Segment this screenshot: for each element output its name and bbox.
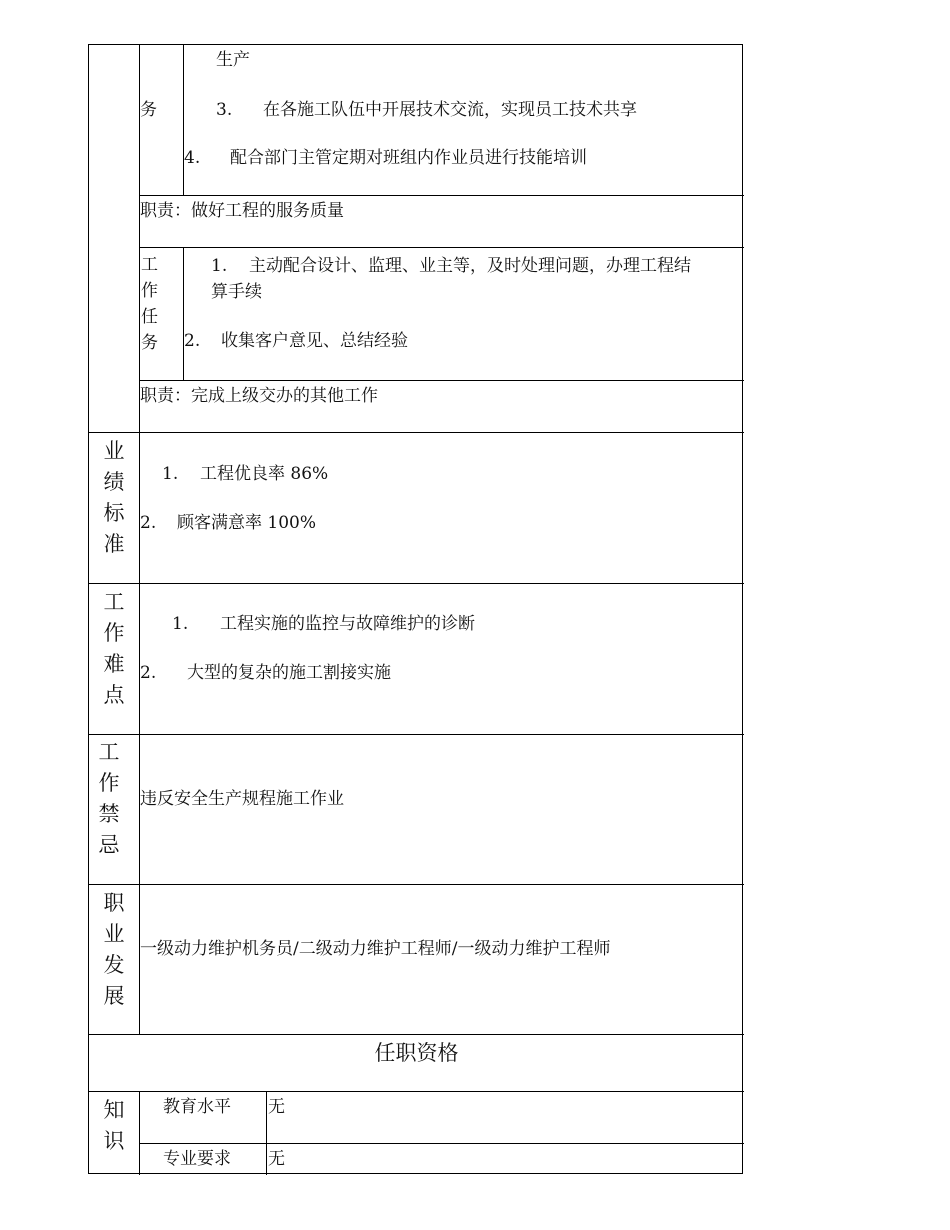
- row-divider: [89, 1091, 744, 1092]
- difficulty-label: [94, 587, 134, 711]
- label-char: 忌: [98, 833, 120, 857]
- label-char: 难: [103, 652, 125, 676]
- task-side-label: 务: [140, 100, 157, 120]
- performance-label: [94, 436, 134, 560]
- knowledge-row-name: 专业要求: [163, 1149, 231, 1169]
- label-char: 工: [141, 255, 158, 275]
- column-divider: [266, 1091, 267, 1175]
- task-line-continued: 生产: [216, 50, 250, 70]
- row-divider: [89, 432, 744, 433]
- label-char: 准: [103, 532, 125, 556]
- label-char: 工: [103, 590, 125, 614]
- task-side-label: [141, 252, 163, 356]
- duty-text: 职责：完成上级交办的其他工作: [140, 386, 378, 406]
- label-char: 识: [103, 1129, 125, 1153]
- label-char: 工: [98, 740, 120, 764]
- label-char: 职: [103, 891, 125, 915]
- performance-number: 1.: [162, 464, 179, 484]
- column-divider: [183, 247, 184, 380]
- performance-item: 工程优良率 86%: [200, 464, 329, 484]
- job-description-table: [88, 44, 743, 1174]
- qualification-title: 任职资格: [374, 1041, 459, 1065]
- task-item: 在各施工队伍中开展技术交流，实现员工技术共享: [263, 100, 637, 120]
- label-char: 绩: [103, 470, 125, 494]
- label-char: 务: [141, 333, 158, 353]
- task-number: 3.: [216, 100, 233, 120]
- task-number: 1.: [211, 256, 228, 276]
- career-text: 一级动力维护机务员/二级动力维护工程师/一级动力维护工程师: [140, 939, 611, 959]
- performance-number: 2.: [140, 513, 157, 533]
- knowledge-row-name: 教育水平: [163, 1097, 231, 1117]
- difficulty-number: 1.: [172, 614, 189, 634]
- row-divider: [89, 884, 744, 885]
- task-number: 2.: [184, 331, 201, 351]
- label-char: 业: [103, 439, 125, 463]
- row-divider: [139, 380, 744, 381]
- knowledge-row-value: 无: [268, 1097, 285, 1117]
- row-divider: [139, 247, 744, 248]
- task-number: 4.: [184, 148, 201, 168]
- row-divider: [89, 583, 744, 584]
- difficulty-item: 工程实施的监控与故障维护的诊断: [220, 614, 475, 634]
- difficulty-item: 大型的复杂的施工割接实施: [187, 663, 391, 683]
- career-label: [94, 888, 134, 1012]
- row-divider: [89, 1034, 744, 1035]
- label-char: 禁: [98, 802, 120, 826]
- knowledge-label: [94, 1095, 134, 1157]
- difficulty-number: 2.: [140, 663, 157, 683]
- column-divider: [139, 45, 140, 1034]
- label-char: 作: [98, 771, 120, 795]
- label-char: 标: [103, 501, 125, 525]
- label-char: 发: [103, 953, 125, 977]
- label-char: 作: [103, 621, 125, 645]
- performance-item: 顾客满意率 100%: [177, 513, 317, 533]
- label-char: 知: [103, 1098, 125, 1122]
- label-char: 点: [103, 683, 125, 707]
- column-divider: [139, 1091, 140, 1175]
- taboo-text: 违反安全生产规程施工作业: [140, 789, 344, 809]
- row-divider: [139, 195, 744, 196]
- label-char: 作: [141, 281, 158, 301]
- taboo-label: [89, 737, 129, 861]
- task-item: 收集客户意见、总结经验: [221, 331, 408, 351]
- duty-text: 职责：做好工程的服务质量: [140, 201, 344, 221]
- task-item: 主动配合设计、监理、业主等，及时处理问题，办理工程结: [249, 256, 691, 276]
- row-divider: [139, 1143, 744, 1144]
- task-item: 配合部门主管定期对班组内作业员进行技能培训: [230, 148, 587, 168]
- label-char: 展: [103, 984, 125, 1008]
- task-item-wrap: 算手续: [211, 282, 262, 302]
- knowledge-row-value: 无: [268, 1149, 285, 1169]
- label-char: 任: [141, 307, 158, 327]
- row-divider: [89, 734, 744, 735]
- label-char: 业: [103, 922, 125, 946]
- column-divider: [183, 45, 184, 195]
